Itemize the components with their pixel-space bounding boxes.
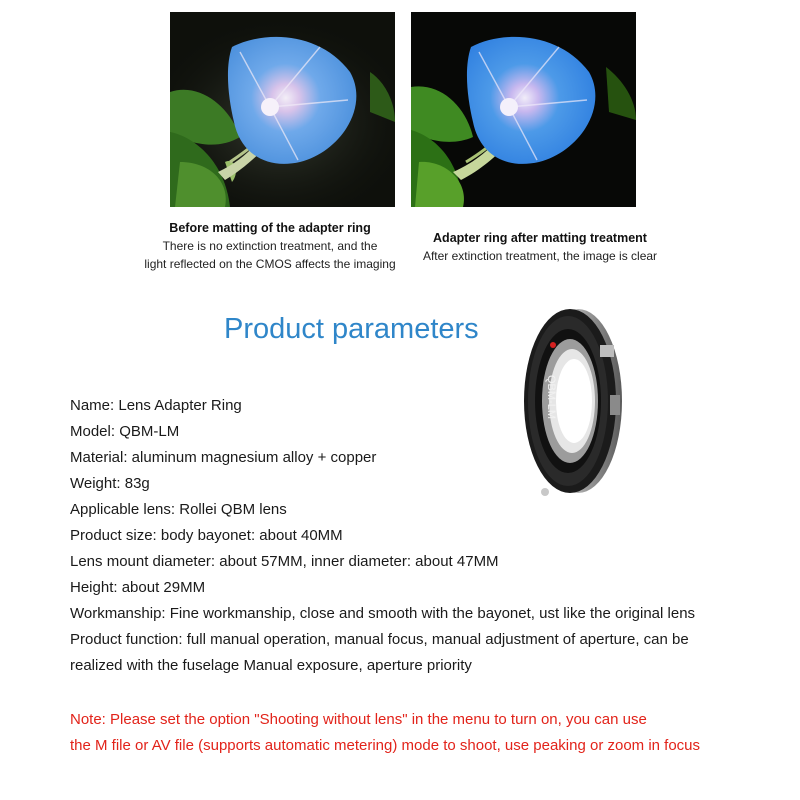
param-function-cont: realized with the fuselage Manual exposure, aperture priority	[70, 657, 472, 674]
caption-after-line1: After extinction treatment, the image is clear	[422, 249, 658, 263]
note-line2: the M file or AV file (supports automatic metering) mode to shoot, use peaking or zoom in focus	[70, 737, 701, 754]
morning-glory-flower-image	[170, 12, 395, 207]
caption-after	[405, 229, 675, 265]
caption-after-title: Adapter ring after matting treatment	[433, 231, 647, 245]
param-applicable-lens: Applicable lens: Rollei QBM lens	[70, 501, 287, 518]
caption-before	[125, 219, 415, 273]
photo-after-matting	[411, 12, 636, 207]
note	[70, 707, 790, 759]
section-heading: Product parameters	[224, 313, 479, 345]
caption-before-line1: There is no extinction treatment, and the	[162, 239, 378, 253]
photo-before-matting	[170, 12, 395, 207]
param-function: Product function: full manual operation, manual focus, manual adjustment of aperture, can be	[70, 631, 689, 648]
param-workmanship: Workmanship: Fine workmanship, close and smooth with the bayonet, ust like the original lens	[70, 605, 696, 622]
caption-before-title: Before matting of the adapter ring	[169, 221, 371, 235]
lens-engraving: QBM-LM	[545, 375, 557, 419]
caption-before-line2: light reflected on the CMOS affects the imaging	[144, 257, 396, 271]
note-line1: Note: Please set the option "Shooting without lens" in the menu to turn on, you can use	[70, 711, 647, 728]
morning-glory-flower-image	[411, 12, 636, 207]
param-mount-diameter: Lens mount diameter: about 57MM, inner diameter: about 47MM	[70, 553, 499, 570]
param-material: Material: aluminum magnesium alloy + copper	[70, 449, 377, 466]
param-model: Model: QBM-LM	[70, 423, 180, 440]
param-weight: Weight: 83g	[70, 475, 150, 492]
parameter-list	[70, 393, 790, 679]
param-product-size: Product size: body bayonet: about 40MM	[70, 527, 343, 544]
param-height: Height: about 29MM	[70, 579, 206, 596]
param-name: Name: Lens Adapter Ring	[70, 397, 242, 414]
